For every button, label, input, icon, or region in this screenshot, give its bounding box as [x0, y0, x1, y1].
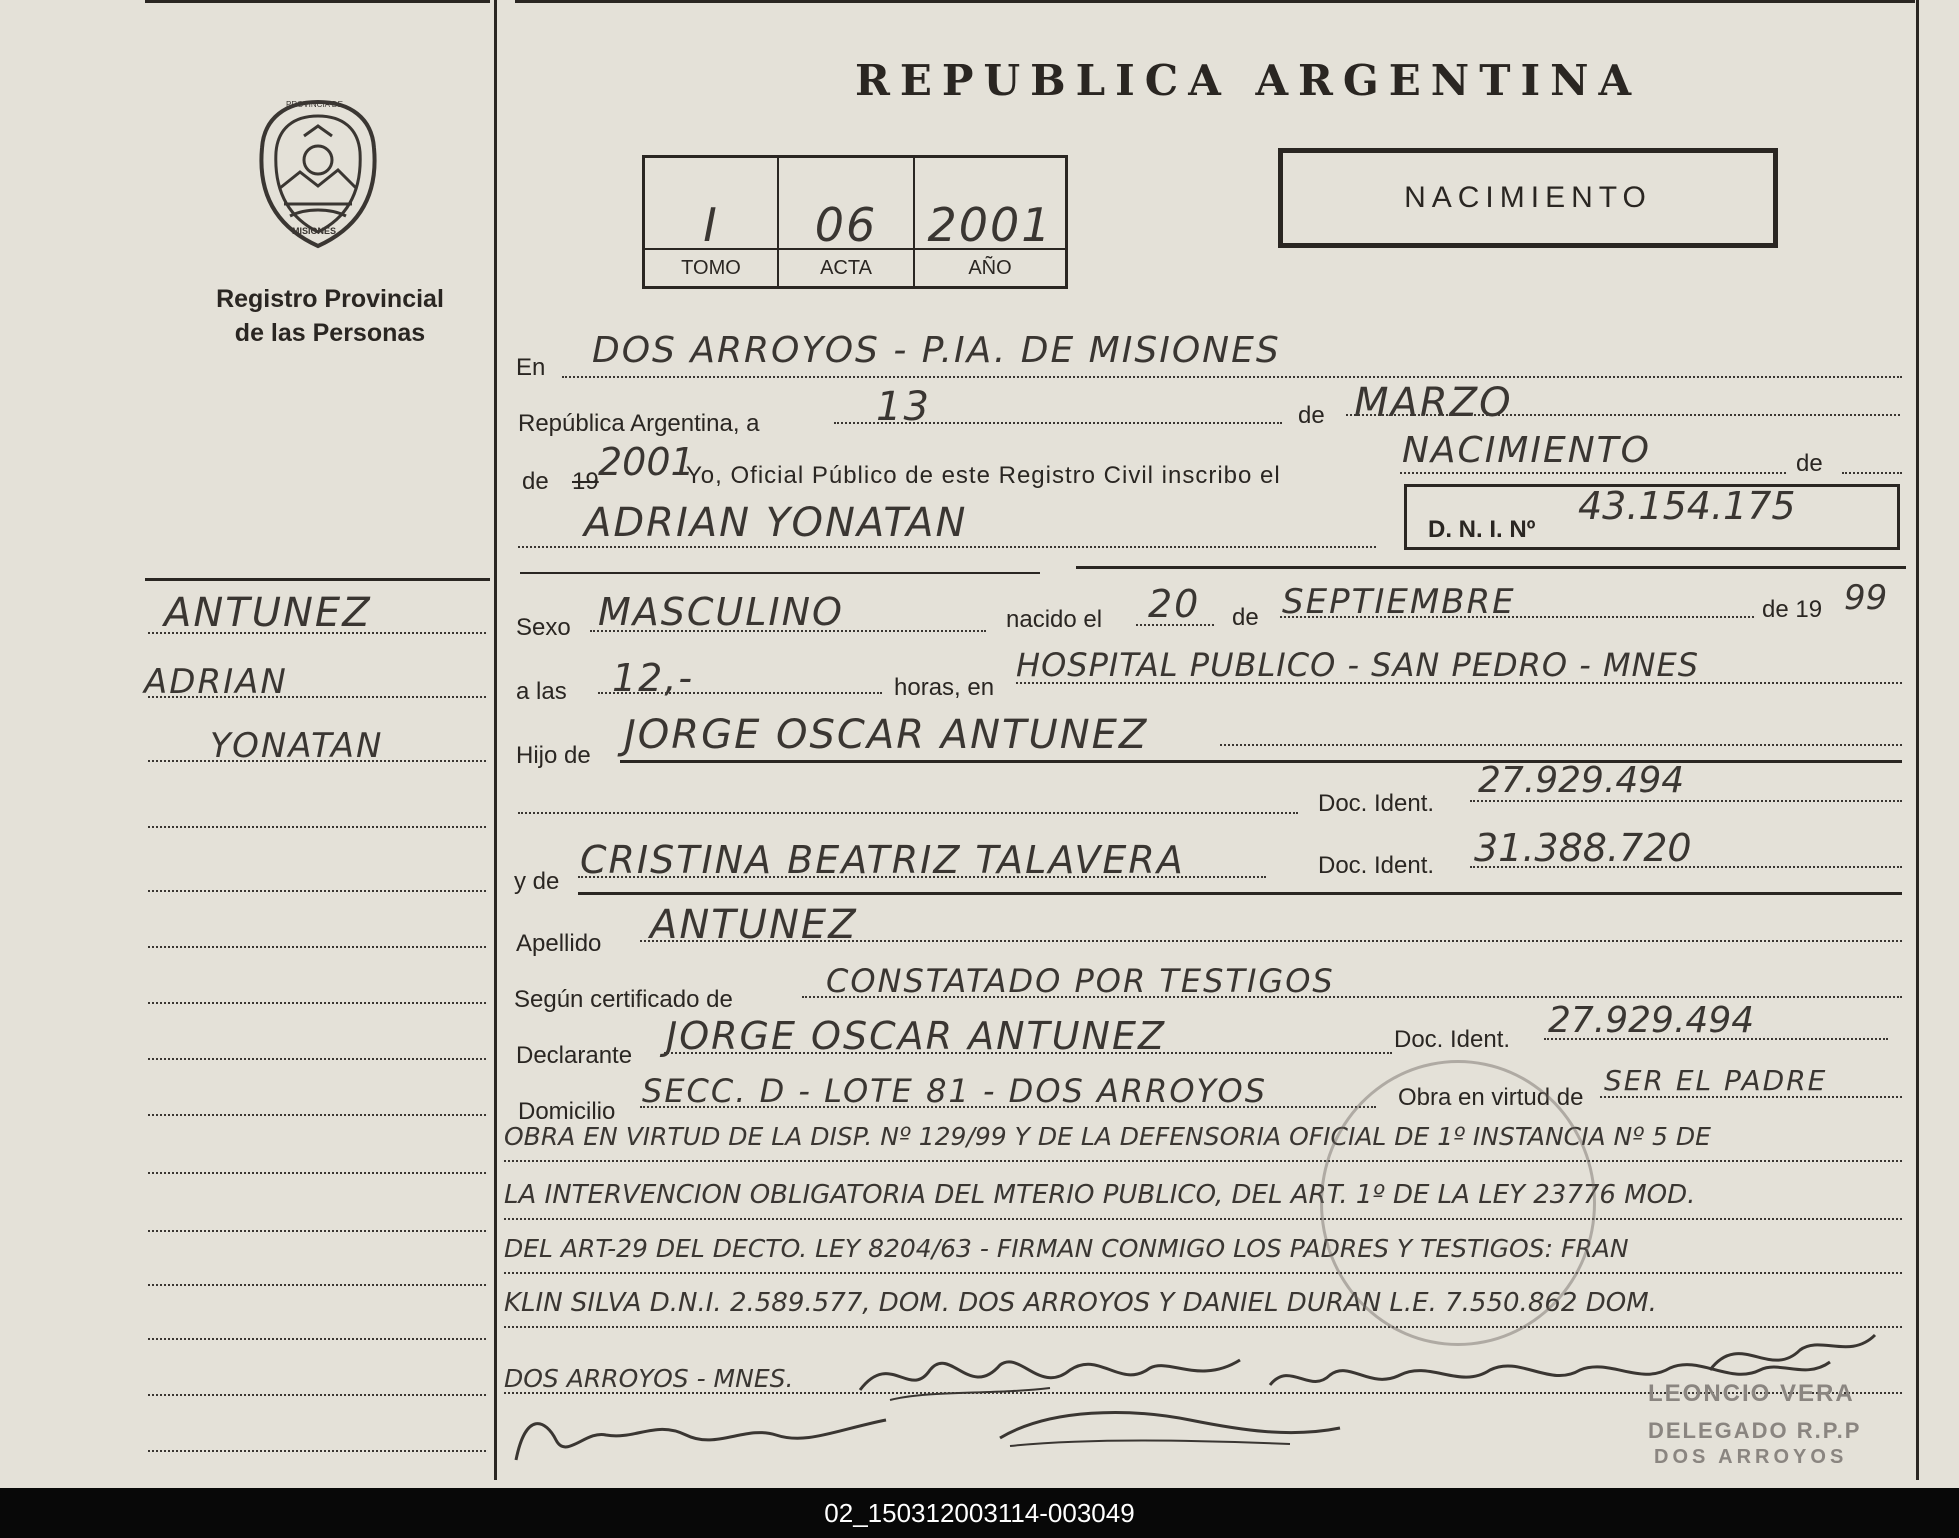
birth-day-value: 20: [1148, 582, 1201, 626]
inscribo-value: NACIMIENTO: [1402, 430, 1651, 471]
mother-doc-line: [1470, 866, 1902, 868]
father-extra-line: [518, 812, 1298, 814]
declarante-label: Declarante: [516, 1042, 633, 1069]
registry-line-2: de las Personas: [234, 319, 426, 347]
de-label-month: de: [1298, 402, 1325, 429]
declarante-doc-value: 27.929.494: [1548, 1000, 1755, 1041]
seal-top-text: PROVINCIA DE: [286, 100, 343, 109]
a-las-label: a las: [516, 678, 567, 705]
note-line-5: DOS ARROYOS - MNES.: [504, 1364, 794, 1393]
hour-value: 12,-: [612, 656, 695, 700]
seal-bottom-text: MISIONES: [292, 226, 337, 236]
apellido-label: Apellido: [516, 930, 602, 957]
document-type-box: [1278, 148, 1778, 248]
de-birth-month-label: de: [1232, 604, 1259, 631]
place-value: HOSPITAL PUBLICO - SAN PEDRO - MNES: [1016, 646, 1700, 684]
month-line: [1346, 414, 1900, 416]
top-right-rule: [515, 0, 1915, 3]
horas-label: horas, en: [894, 674, 995, 701]
father-doc-line: [1470, 800, 1902, 802]
father-line: [1220, 744, 1902, 746]
note-line-4: KLIN SILVA D.N.I. 2.589.577, DOM. DOS ARROYOS Y DANIEL DURAN L.E. 7.550.862 DOM.: [504, 1288, 1657, 1318]
child-section-divider-right: [1076, 566, 1906, 569]
declarante-value: JORGE OSCAR ANTUNEZ: [666, 1014, 1167, 1058]
signature-official: [990, 1398, 1350, 1458]
birth-month-line: [1280, 616, 1754, 618]
domicilio-line: [640, 1106, 1376, 1108]
year-value: 2001: [598, 440, 695, 484]
child-name: ADRIAN YONATAN: [584, 500, 968, 546]
obra-label: Obra en virtud de: [1398, 1084, 1584, 1111]
margin-line: [148, 1230, 486, 1232]
day-value: 13: [876, 384, 931, 430]
margin-line: [148, 696, 486, 698]
file-id-bar: [0, 1488, 1959, 1538]
declarante-line: [664, 1052, 1392, 1054]
country-title: REPUBLICA ARGENTINA: [855, 56, 1642, 105]
en-value: DOS ARROYOS - P.IA. DE MISIONES: [592, 330, 1281, 371]
certificado-line: [802, 996, 1902, 998]
birth-month-value: SEPTIEMBRE: [1282, 582, 1516, 622]
child-name-line: [518, 546, 1376, 548]
registry-line-1: Registro Provincial: [216, 285, 444, 313]
note-rule-4: [504, 1326, 1902, 1328]
signature-witness: [506, 1400, 906, 1470]
year-prefix-struck: 19: [572, 468, 599, 495]
acta-value: 06: [814, 198, 878, 252]
note-line-3: DEL ART-29 DEL DECTO. LEY 8204/63 - FIRMAN CONMIGO LOS PADRES Y TESTIGOS: FRAN: [504, 1234, 1629, 1263]
mother-name: CRISTINA BEATRIZ TALAVERA: [580, 838, 1185, 882]
de-year-label: de: [522, 468, 549, 495]
tomo-label: TOMO: [645, 248, 777, 286]
mother-line: [578, 876, 1266, 878]
dni-label: D. N. I. Nº: [1428, 516, 1536, 543]
file-id: 02_150312003114-003049: [824, 1498, 1135, 1528]
margin-line: [148, 1338, 486, 1340]
margin-line: [148, 1450, 486, 1452]
doc-ident-label-3: Doc. Ident.: [1394, 1026, 1511, 1053]
sexo-label: Sexo: [516, 614, 571, 641]
note-line-1: OBRA EN VIRTUD DE LA DISP. Nº 129/99 Y DE LA DEFENSORIA OFICIAL DE 1º INSTANCIA Nº 5 DE: [504, 1122, 1711, 1151]
certificado-value: CONSTATADO POR TESTIGOS: [826, 962, 1335, 1000]
margin-line: [148, 1002, 486, 1004]
margin-name-2: YONATAN: [210, 726, 384, 766]
acta-cell: [779, 158, 915, 286]
doc-ident-label-1: Doc. Ident.: [1318, 790, 1435, 817]
y-de-label: y de: [514, 868, 560, 895]
mother-underline: [578, 892, 1902, 895]
margin-line: [148, 1284, 486, 1286]
margin-divider: [145, 578, 490, 581]
sexo-line: [590, 630, 986, 632]
sexo-value: MASCULINO: [598, 590, 844, 634]
en-line: [562, 376, 1902, 378]
margin-line: [148, 946, 486, 948]
document-type: NACIMIENTO: [1404, 181, 1652, 214]
margin-line: [148, 1394, 486, 1396]
place-line: [1016, 682, 1902, 684]
hijo-label: Hijo de: [516, 742, 591, 769]
de-end-label: de: [1796, 450, 1823, 477]
apellido-value: ANTUNEZ: [650, 902, 858, 948]
day-line: [834, 422, 1282, 424]
note-rule-3: [504, 1272, 1902, 1274]
official-round-stamp: [1320, 1060, 1596, 1346]
domicilio-value: SECC. D - LOTE 81 - DOS ARROYOS: [642, 1072, 1268, 1110]
right-page-border: [1916, 0, 1919, 1480]
note-line-2: LA INTERVENCION OBLIGATORIA DEL MTERIO PUBLICO, DEL ART. 1º DE LA LEY 23776 MOD.: [504, 1180, 1696, 1210]
father-doc-value: 27.929.494: [1478, 760, 1685, 801]
ano-label: AÑO: [915, 248, 1065, 286]
note-rule-1: [504, 1160, 1902, 1162]
acta-label: ACTA: [779, 248, 913, 286]
top-left-rule: [145, 0, 490, 3]
margin-line: [148, 632, 486, 634]
ano-cell: [915, 158, 1065, 286]
registry-label: [180, 282, 480, 350]
nacido-label: nacido el: [1006, 606, 1103, 633]
mother-doc-value: 31.388.720: [1474, 826, 1692, 870]
signature-delegate: [1700, 1320, 1880, 1390]
dni-value: 43.154.175: [1578, 484, 1796, 528]
margin-line: [148, 826, 486, 828]
yo-label: Yo, Oficial Público de este Registro Civil inscribo el: [686, 462, 1281, 489]
margin-line: [148, 890, 486, 892]
segun-label: Según certificado de: [514, 986, 733, 1013]
margin-line: [148, 1172, 486, 1174]
tomo-value: I: [703, 198, 719, 252]
note-rule-2: [504, 1218, 1902, 1220]
en-label: En: [516, 354, 546, 381]
hour-line: [598, 692, 882, 694]
de-19-label: de 19: [1762, 596, 1823, 623]
father-name: JORGE OSCAR ANTUNEZ: [624, 712, 1149, 758]
father-underline: [620, 760, 1902, 763]
tomo-cell: [645, 158, 779, 286]
apellido-line: [640, 940, 1902, 942]
delegate-name: LEONCIO VERA: [1648, 1380, 1855, 1407]
delegate-office: DOS ARROYOS: [1654, 1446, 1848, 1468]
left-column-border: [494, 0, 497, 1480]
republica-label: República Argentina, a: [518, 410, 760, 437]
domicilio-label: Domicilio: [518, 1098, 616, 1125]
birth-day-line: [1136, 624, 1214, 626]
margin-line: [148, 1114, 486, 1116]
record-number-box: [642, 155, 1068, 289]
ano-value: 2001: [927, 198, 1053, 252]
child-section-divider-left: [520, 572, 1040, 574]
margin-surname: ANTUNEZ: [164, 590, 372, 636]
month-value: MARZO: [1354, 380, 1513, 426]
inscribo-line: [1400, 472, 1786, 474]
doc-ident-label-2: Doc. Ident.: [1318, 852, 1435, 879]
declarante-doc-line: [1544, 1038, 1888, 1040]
obra-value: SER EL PADRE: [1604, 1064, 1828, 1097]
delegate-title: DELEGADO R.P.P: [1648, 1418, 1862, 1443]
birth-year-value: 99: [1844, 578, 1888, 618]
obra-line: [1600, 1096, 1902, 1098]
margin-line: [148, 760, 486, 762]
margin-line: [148, 1058, 486, 1060]
de-end-line: [1842, 472, 1902, 474]
margin-name-1: ADRIAN: [144, 662, 288, 702]
